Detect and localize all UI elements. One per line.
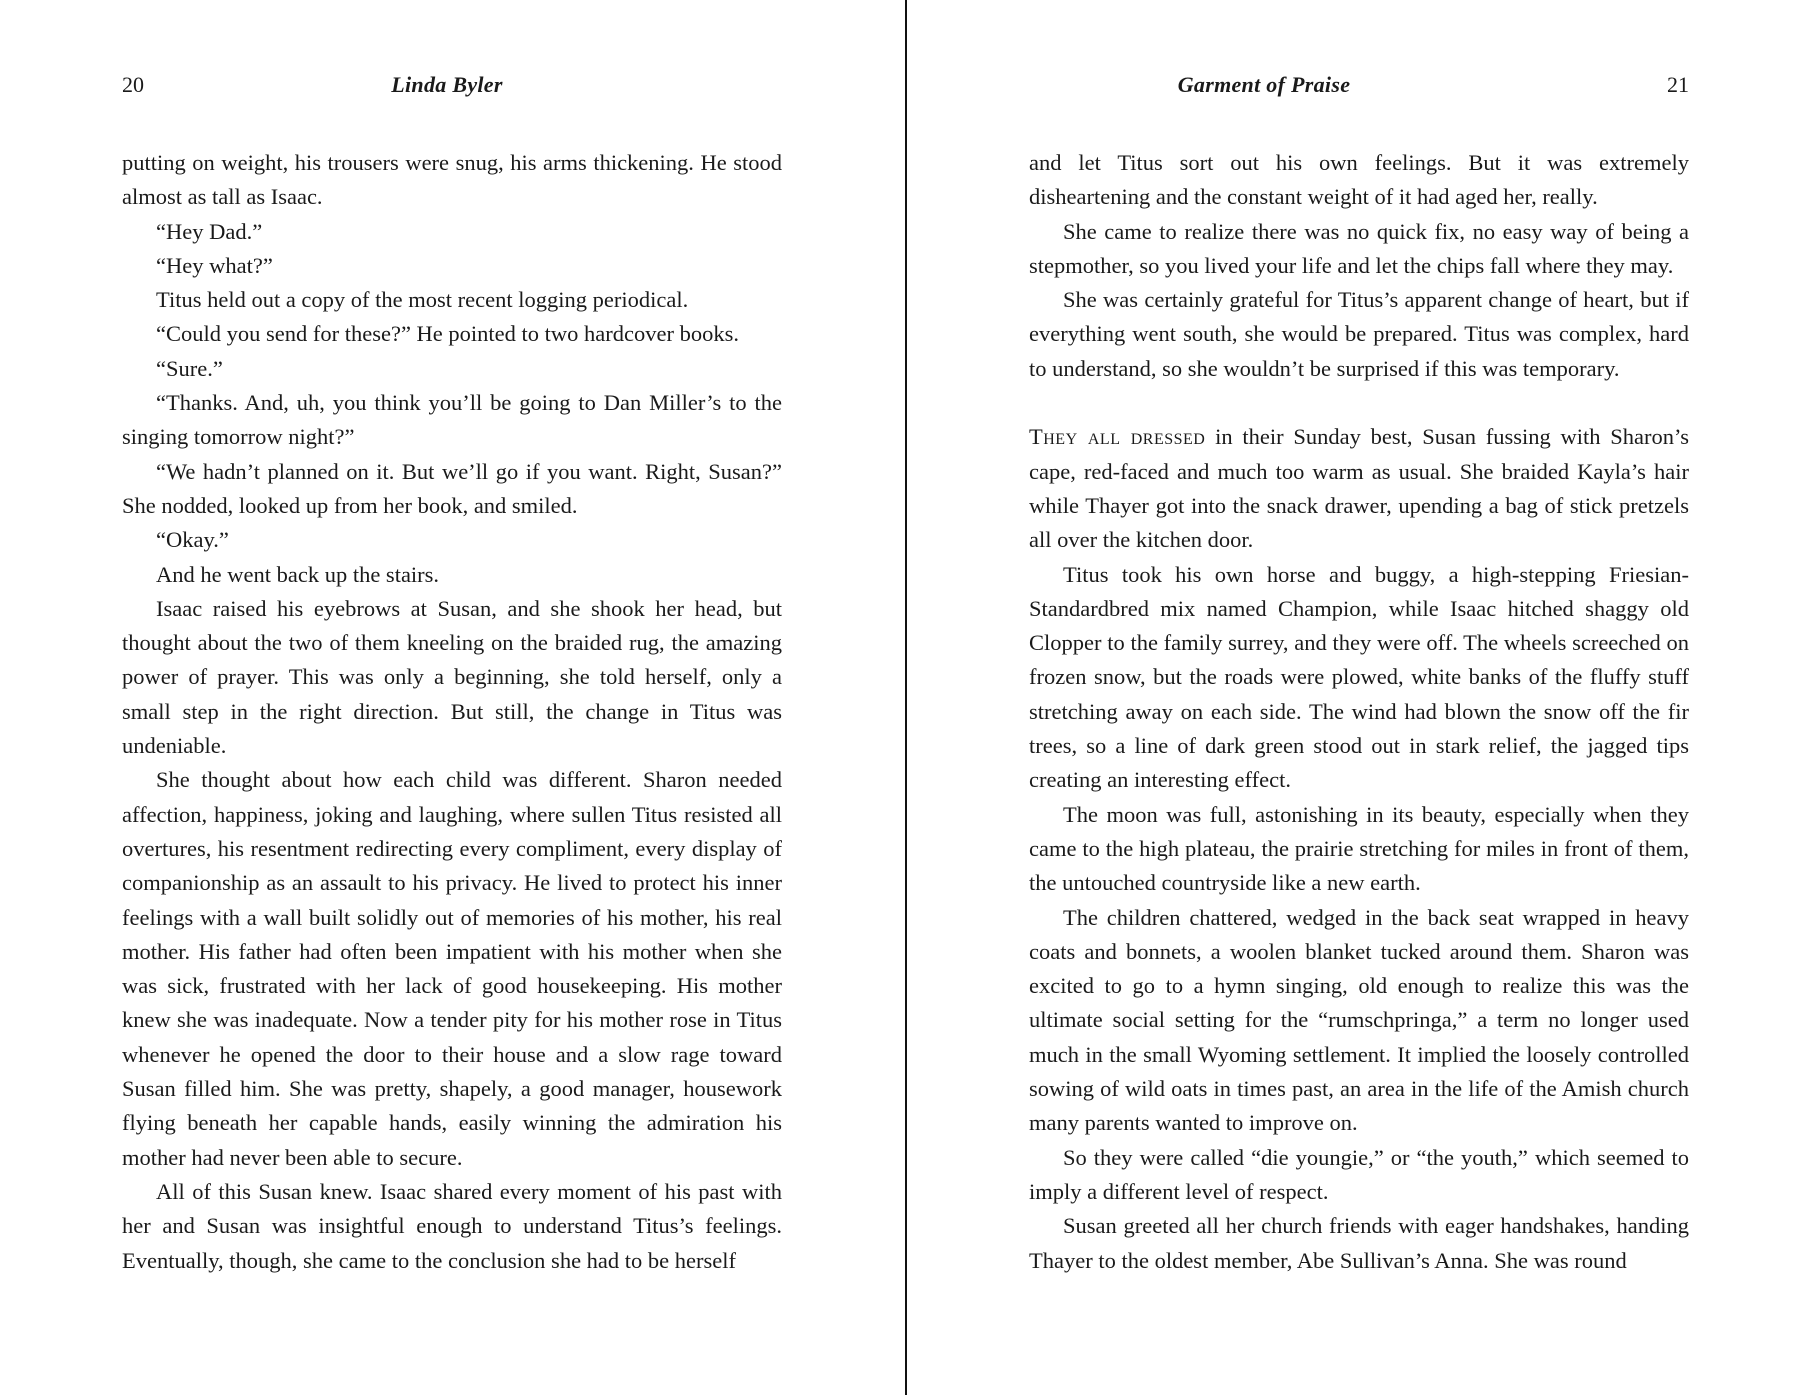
page-number: 21 [1667,72,1689,97]
left-page-body [122,146,782,1278]
section-lead-in: They all dressed [1029,424,1206,450]
paragraph: “We hadn’t planned on it. But we’ll go if you want. Right, Susan?” She nodded, looked up from her book, and smiled. [122,458,782,518]
paragraph: She came to realize there was no quick fix, no easy way of being a stepmother, so you lived your life and let the chips fall where they may. [1029,218,1689,278]
paragraph: The moon was full, astonishing in its beauty, especially when they came to the high plateau, the prairie stretching for miles in front of them, the untouched countryside like a new earth. [1029,801,1689,896]
left-page-header [122,68,782,104]
paragraph: Titus held out a copy of the most recent logging periodical. [156,287,689,313]
right-page [1029,0,1689,1395]
right-page-header [1029,68,1689,104]
left-page [122,0,782,1395]
paragraph: The children chattered, wedged in the back seat wrapped in heavy coats and bonnets, a woolen blanket tucked around them. Sharon was excited to go to a hymn singing, old enough to realize this was the ultimate social setting for the “rumschpringa,” a term no longer used much in the small Wyoming settlement. It implied the loosely controlled sowing of wild oats in times past, an area in the life of the Amish church many parents wanted to improve on. [1029,904,1689,1136]
paragraph: “Sure.” [156,355,223,381]
running-head-author: Linda Byler [391,72,503,97]
paragraph: Isaac raised his eyebrows at Susan, and she shook her head, but thought about the two of them kneeling on the braided rug, the amazing power of prayer. This was only a beginning, she told herself, only a small step in the right direction. But still, the change in Titus was undeniable. [122,595,782,759]
paragraph: “Hey Dad.” [156,218,263,244]
paragraph: putting on weight, his trousers were snug, his arms thickening. He stood almost as tall as Isaac. [122,150,782,210]
paragraph: She was certainly grateful for Titus’s apparent change of heart, but if everything went south, she would be prepared. Titus was complex, hard to understand, so she wouldn’t be surprised if this was temporary. [1029,287,1689,381]
paragraph: And he went back up the stairs. [156,561,440,587]
paragraph: “Hey what?” [156,252,273,278]
section-paragraph-text: in their Sunday best, Susan fussing with Sharon’s cape, red-faced and much too warm as usual. She braided Kayla’s hair while Thayer got into the snack drawer, upending a bag of stick pretzels all over the kitchen door. [1029,424,1689,553]
paragraph: and let Titus sort out his own feelings. But it was extremely disheartening and the constant weight of it had aged her, really. [1029,150,1689,210]
running-head-title: Garment of Praise [1177,72,1351,97]
paragraph: So they were called “die youngie,” or “the youth,” which seemed to imply a different level of respect. [1029,1144,1689,1204]
paragraph: She thought about how each child was different. Sharon needed affection, happiness, joking and laughing, where sullen Titus resisted all overtures, his resentment redirecting every compliment, every display of companionship as an assault to his privacy. He lived to protect his inner feelings with a wall built solidly out of memories of his mother, his real mother. His father had often been impatient with his mother when she was sick, frustrated with her lack of good housekeeping. His mother knew she was inadequate. Now a tender pity for his mother rose in Titus whenever he opened the door to their house and a slow rage toward Susan filled him. She was pretty, shapely, a good manager, housework flying beneath her capable hands, easily winning the admiration his mother had never been able to secure. [122,767,782,1170]
page-number: 20 [122,72,144,97]
section-opening-paragraph [1029,420,1689,557]
paragraph: All of this Susan knew. Isaac shared every moment of his past with her and Susan was insightful enough to understand Titus’s feelings. Eventually, though, she came to the conclusion she had to be herself [122,1178,782,1273]
paragraph: Titus took his own horse and buggy, a high-stepping Friesian-Standardbred mix named Champion, while Isaac hitched shaggy old Clopper to the family surrey, and they were off. The wheels screeched on frozen snow, but the roads were plowed, white banks of the fluffy stuff stretching away on each side. The wind had blown the snow off the fir trees, so a line of dark green stood out in stark relief, the jagged tips creating an interesting effect. [1029,561,1689,793]
paragraph: “Could you send for these?” He pointed to two hardcover books. [156,321,739,347]
right-page-body [1029,146,1689,1278]
paragraph: “Okay.” [156,527,229,553]
gutter-divider [905,0,907,1395]
paragraph: Susan greeted all her church friends with eager handshakes, handing Thayer to the oldest member, Abe Sullivan’s Anna. She was round [1029,1213,1689,1273]
paragraph: “Thanks. And, uh, you think you’ll be going to Dan Miller’s to the singing tomorrow night?” [122,390,782,450]
